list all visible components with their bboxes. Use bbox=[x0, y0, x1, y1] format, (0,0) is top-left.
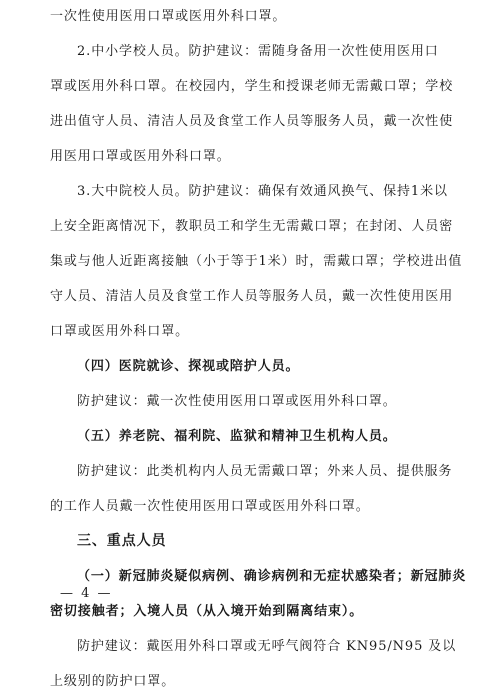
paragraph-primary-school: 2.中小学校人员。防护建议：需随身备用一次性使用医用口 bbox=[77, 44, 439, 59]
text-line: 罩或医用外科口罩。在校园内，学生和授课老师无需戴口罩；学校 bbox=[50, 79, 454, 94]
text-line: 上安全距离情况下，教职员工和学生无需戴口罩；在封闭、人员密 bbox=[50, 219, 454, 234]
text-line: 守人员、清洁人员及食堂工作人员等服务人员，戴一次性使用医用 bbox=[50, 289, 454, 304]
text-line: 上级别的防护口罩。 bbox=[50, 674, 176, 689]
paragraph-hospital-advice: 防护建议：戴一次性使用医用口罩或医用外科口罩。 bbox=[77, 394, 397, 409]
text-line: 用医用口罩或医用外科口罩。 bbox=[50, 149, 231, 164]
subheading-hospital: （四）医院就诊、探视或陪护人员。 bbox=[77, 359, 300, 374]
page-number: — 4 — bbox=[60, 586, 113, 601]
subheading-institutions: （五）养老院、福利院、监狱和精神卫生机构人员。 bbox=[77, 429, 397, 444]
text-line: 口罩或医用外科口罩。 bbox=[50, 324, 190, 339]
text-line: 一次性使用医用口罩或医用外科口罩。 bbox=[50, 9, 287, 24]
subheading-cases: （一）新冠肺炎疑似病例、确诊病例和无症状感染者；新冠肺炎 bbox=[77, 569, 467, 584]
section-heading-key-persons: 三、重点人员 bbox=[77, 533, 167, 549]
text-line: 集或与他人近距离接触（小于等于1米）时，需戴口罩；学校进出值 bbox=[50, 254, 463, 269]
text-line: 的工作人员戴一次性使用医用口罩或医用外科口罩。 bbox=[50, 499, 370, 514]
paragraph-institutions-advice: 防护建议：此类机构内人员无需戴口罩；外来人员、提供服务 bbox=[77, 464, 453, 479]
text-line: 进出值守人员、清洁人员及食堂工作人员等服务人员，戴一次性使 bbox=[50, 114, 454, 129]
paragraph-college: 3.大中院校人员。防护建议：确保有效通风换气、保持1米以 bbox=[77, 184, 448, 199]
text-line: 密切接触者；入境人员（从入境开始到隔离结束）。 bbox=[50, 604, 364, 619]
paragraph-cases-advice: 防护建议：戴医用外科口罩或无呼气阀符合 KN95/N95 及以 bbox=[77, 639, 457, 654]
